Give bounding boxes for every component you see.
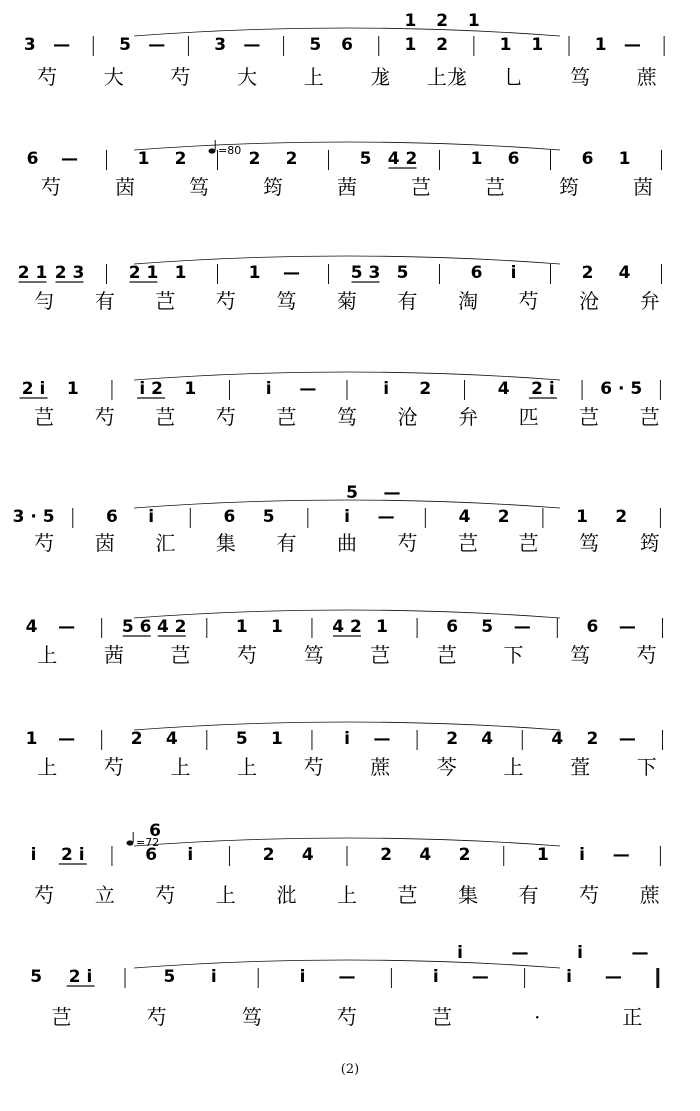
tablature-char: 蔗: [370, 755, 391, 779]
tablature-char: 上: [337, 883, 357, 907]
tablature-char: 芍: [170, 65, 191, 89]
tablature-char: 笃: [189, 175, 209, 199]
jianpu-note: 2: [497, 507, 510, 527]
tablature-char: 蔗: [639, 883, 660, 907]
jianpu-note: 1: [248, 263, 261, 283]
tablature-char: 有: [518, 883, 539, 907]
jianpu-note: 2: [436, 35, 449, 55]
jianpu-note: 5: [309, 35, 322, 55]
jianpu-note: 5: [119, 35, 131, 55]
tablature-char: 淘: [458, 289, 479, 313]
tablature-char: 上: [503, 755, 524, 779]
tablature-char: 匹: [518, 405, 539, 429]
jianpu-note: —: [612, 845, 630, 865]
jianpu-note: 2 i: [21, 379, 46, 399]
tablature-char: 茜: [103, 643, 124, 667]
jianpu-note: —: [618, 729, 636, 749]
jianpu-note: —: [604, 967, 622, 987]
tablature-char: 芑: [276, 405, 297, 429]
upper-note: 6: [149, 821, 161, 841]
jianpu-note: 3 · 5: [12, 507, 55, 527]
score-row-3: [18, 256, 662, 313]
tablature-char: 尨: [370, 65, 391, 89]
score-row-5: [13, 483, 661, 555]
score-row-6: [26, 610, 663, 667]
jianpu-note: i: [432, 967, 439, 987]
jianpu-note: 1: [618, 149, 631, 169]
tablature-char: 芑: [579, 405, 600, 429]
jianpu-note: —: [299, 379, 317, 399]
jianpu-note: 6: [145, 845, 158, 865]
jianpu-note: 6: [341, 35, 353, 55]
tempo-value: =80: [218, 144, 242, 157]
jianpu-note: 6: [470, 263, 483, 283]
jianpu-note: —: [338, 967, 356, 987]
tempo-mark: [209, 140, 242, 157]
tablature-char: 芍: [41, 175, 61, 199]
tablature-char: 芍: [518, 289, 539, 313]
jianpu-note: 6: [223, 507, 236, 527]
tablature-char: 有: [397, 289, 418, 313]
score-row-7: [26, 722, 663, 779]
tablature-char: 上: [37, 643, 58, 667]
score-row-4: [20, 372, 661, 429]
jianpu-note: 2 1: [17, 263, 48, 283]
tablature-char: 茜: [337, 175, 357, 199]
tablature-char: 筠: [559, 175, 579, 199]
tablature-char: 芍: [34, 883, 55, 907]
tablature-char: 芑: [397, 883, 418, 907]
jianpu-note: 4: [301, 845, 314, 865]
jianpu-note: i: [344, 507, 350, 527]
slur: [134, 372, 560, 380]
slur: [134, 256, 560, 264]
jianpu-note: 5: [359, 149, 372, 169]
jianpu-note: 2: [380, 845, 393, 865]
upper-note: 1: [467, 11, 480, 31]
jianpu-note: —: [373, 729, 391, 749]
jianpu-note: 6 · 5: [600, 379, 643, 399]
jianpu-note: 1: [531, 35, 544, 55]
jianpu-note: 5: [30, 967, 43, 987]
jianpu-note: i: [187, 845, 194, 865]
jianpu-note: 6: [507, 149, 520, 169]
jianpu-note: 2: [615, 507, 628, 527]
tablature-char: 筠: [263, 175, 283, 199]
jianpu-note: 2 1: [128, 263, 159, 283]
tablature-char: 有: [276, 531, 297, 555]
jianpu-note: —: [58, 729, 76, 749]
jianpu-note: i: [30, 845, 37, 865]
jianpu-note: i: [344, 729, 350, 749]
jianpu-note: 5 6: [121, 617, 152, 637]
jianpu-note: i: [299, 967, 306, 987]
tablature-char: 笃: [570, 643, 591, 667]
jianpu-note: —: [61, 149, 78, 169]
tablature-char: 乚: [503, 65, 524, 89]
tablature-char: 大: [237, 65, 258, 89]
jianpu-note: 4: [551, 729, 564, 749]
upper-note: —: [511, 943, 529, 963]
jianpu-note: 1: [174, 263, 187, 283]
tablature-char: 下: [636, 755, 657, 779]
tablature-char: 沘: [276, 883, 297, 907]
slur: [134, 838, 560, 846]
jianpu-note: 4: [618, 263, 631, 283]
jianpu-note: i: [383, 379, 390, 399]
jianpu-note: i: [265, 379, 272, 399]
tablature-char: 芑: [485, 175, 505, 199]
jianpu-note: 1: [499, 35, 512, 55]
tablature-char: 集: [215, 531, 236, 555]
jianpu-note: 1: [137, 149, 150, 169]
jianpu-note: 3: [214, 35, 227, 55]
jianpu-note: 2: [581, 263, 594, 283]
jianpu-note: 5: [396, 263, 409, 283]
slur: [134, 142, 560, 150]
jianpu-note: i 2: [139, 379, 163, 399]
tablature-char: 芑: [436, 643, 457, 667]
tablature-char: 蔗: [636, 65, 657, 89]
tablature-char: 茵: [94, 531, 115, 555]
tablature-char: 上: [237, 755, 258, 779]
tablature-char: 芍: [34, 531, 55, 555]
tablature-char: 沧: [579, 289, 600, 313]
tempo-value: =72: [136, 836, 160, 849]
tablature-char: 汇: [155, 531, 176, 555]
tablature-char: 上: [303, 65, 324, 89]
tablature-char: 芑: [370, 643, 391, 667]
tablature-char: 笃: [337, 405, 357, 429]
tablature-char: 芍: [237, 643, 258, 667]
tablature-char: 萓: [570, 755, 591, 779]
upper-note: 2: [436, 11, 449, 31]
score-row-9: [30, 943, 658, 1029]
jianpu-note: 1: [66, 379, 79, 399]
tablature-char: 曲: [337, 531, 357, 555]
jianpu-note: 2 i: [68, 967, 93, 987]
jianpu-note: 2: [285, 149, 298, 169]
tablature-char: 笃: [579, 531, 600, 555]
jianpu-note: 1: [270, 617, 283, 637]
jianpu-note: 1: [376, 617, 388, 637]
jianpu-note: 6: [106, 507, 118, 527]
jianpu-note: 1: [470, 149, 483, 169]
upper-note: i: [457, 943, 463, 963]
tablature-char: 茵: [633, 175, 653, 199]
jianpu-note: 2 i: [531, 379, 555, 399]
jianpu-note: 2: [419, 379, 432, 399]
tablature-char: 芑: [51, 1005, 72, 1029]
jianpu-note: —: [618, 617, 636, 637]
tablature-char: 上: [170, 755, 191, 779]
jianpu-note: —: [58, 617, 76, 637]
jianpu-note: i: [148, 507, 155, 527]
jianpu-note: 4 2: [387, 149, 418, 169]
tablature-char: 芍: [155, 883, 176, 907]
tablature-char: 芑: [458, 531, 479, 555]
tablature-char: 芍: [37, 65, 58, 89]
jianpu-note: —: [283, 263, 300, 283]
jianpu-note: 6: [26, 149, 39, 169]
jianpu-note: 4: [419, 845, 432, 865]
jianpu-note: 5: [262, 507, 275, 527]
tablature-char: 笃: [276, 289, 297, 313]
jianpu-note: 1: [25, 729, 38, 749]
tablature-char: 上尨: [426, 65, 467, 89]
jianpu-note: 6: [581, 149, 594, 169]
jianpu-note: 2: [130, 729, 143, 749]
tablature-char: 集: [458, 883, 479, 907]
jianpu-note: 2: [248, 149, 261, 169]
jianpu-note: —: [623, 35, 641, 55]
tablature-char: 勻: [34, 289, 55, 313]
tablature-char: 笃: [241, 1005, 262, 1029]
tablature-char: 芍: [146, 1005, 167, 1029]
jianpu-note: 2: [262, 845, 275, 865]
tablature-char: 芩: [436, 755, 457, 779]
tablature-char: 沧: [397, 405, 418, 429]
tablature-char: 芑: [170, 643, 191, 667]
tablature-char: 芑: [155, 289, 176, 313]
tablature-char: 芑: [411, 175, 431, 199]
tablature-char: 笃: [570, 65, 591, 89]
jianpu-note: i: [510, 263, 517, 283]
jianpu-note: 6: [446, 617, 459, 637]
tablature-char: 芑: [518, 531, 539, 555]
upper-note: —: [631, 943, 649, 963]
jianpu-note: 1: [536, 845, 549, 865]
jianpu-note: 4 2: [156, 617, 187, 637]
jianpu-note: 5: [481, 617, 494, 637]
tablature-char: 芍: [103, 755, 124, 779]
upper-note: 5: [346, 483, 358, 503]
jianpu-note: 5: [235, 729, 248, 749]
tablature-char: 芍: [579, 883, 600, 907]
tablature-char: 茵: [115, 175, 135, 199]
score-row-1: [24, 11, 664, 89]
jianpu-note: 2: [586, 729, 599, 749]
tablature-char: 芑: [639, 405, 660, 429]
jianpu-note: 6: [586, 617, 599, 637]
jianpu-note: 4: [481, 729, 494, 749]
jianpu-note: —: [243, 35, 261, 55]
jianpu-note: —: [148, 35, 166, 55]
jianpu-note: 2 i: [60, 845, 85, 865]
tablature-char: 笃: [303, 643, 324, 667]
tablature-char: 有: [94, 289, 115, 313]
jianpu-note: 1: [235, 617, 248, 637]
tablature-char: 芍: [636, 643, 657, 667]
jianpu-note: 4: [458, 507, 471, 527]
jianpu-note: 2 3: [54, 263, 85, 283]
jianpu-note: 2: [174, 149, 187, 169]
tablature-char: 菊: [337, 289, 357, 313]
jianpu-note: 5 3: [350, 263, 381, 283]
tablature-char: 芍: [397, 531, 418, 555]
score-row-8: [31, 821, 661, 907]
jianpu-note: 4 2: [332, 617, 362, 637]
tablature-char: 芍: [337, 1005, 357, 1029]
jianpu-note: i: [579, 845, 585, 865]
page-number: (2): [340, 1062, 360, 1077]
jianpu-note: —: [471, 967, 489, 987]
tablature-char: 弁: [458, 405, 479, 429]
tablature-char: 筠: [639, 531, 660, 555]
tablature-char: 芍: [94, 405, 115, 429]
tablature-char: ·: [534, 1005, 541, 1029]
tablature-char: 立: [94, 883, 115, 907]
tablature-char: 芑: [432, 1005, 453, 1029]
tablature-char: 正: [622, 1005, 643, 1029]
jianpu-note: 2: [458, 845, 471, 865]
tablature-char: 芍: [215, 405, 236, 429]
jianpu-note: 4: [25, 617, 38, 637]
jianpu-note: i: [566, 967, 572, 987]
jianpu-note: —: [53, 35, 71, 55]
jianpu-note: —: [377, 507, 395, 527]
quarter-note-icon: [209, 148, 216, 153]
jianpu-note: 3: [23, 35, 36, 55]
jianpu-note: —: [513, 617, 531, 637]
upper-note: —: [383, 483, 401, 503]
tablature-char: 芍: [215, 289, 236, 313]
jianpu-note: 5: [163, 967, 176, 987]
tablature-char: 弁: [639, 289, 660, 313]
tablature-char: 芑: [155, 405, 176, 429]
jianpu-note: i: [210, 967, 217, 987]
score-row-2: [27, 142, 662, 199]
jianpu-note: 4: [165, 729, 178, 749]
jianpu-note: 1: [594, 35, 607, 55]
tablature-char: 上: [37, 755, 58, 779]
tablature-char: 芍: [303, 755, 324, 779]
jianpu-note: 4: [497, 379, 510, 399]
jianpu-note: 1: [404, 35, 417, 55]
jianpu-note: 1: [270, 729, 283, 749]
jianpu-note: 1: [576, 507, 588, 527]
jianpu-note: 2: [446, 729, 459, 749]
tablature-char: 芑: [34, 405, 55, 429]
upper-note: i: [577, 943, 583, 963]
tablature-char: 上: [215, 883, 236, 907]
jianpu-note: 1: [184, 379, 197, 399]
quarter-note-icon: [127, 840, 134, 845]
tablature-char: 大: [103, 65, 124, 89]
tablature-char: 下: [503, 643, 524, 667]
upper-note: 1: [404, 11, 417, 31]
